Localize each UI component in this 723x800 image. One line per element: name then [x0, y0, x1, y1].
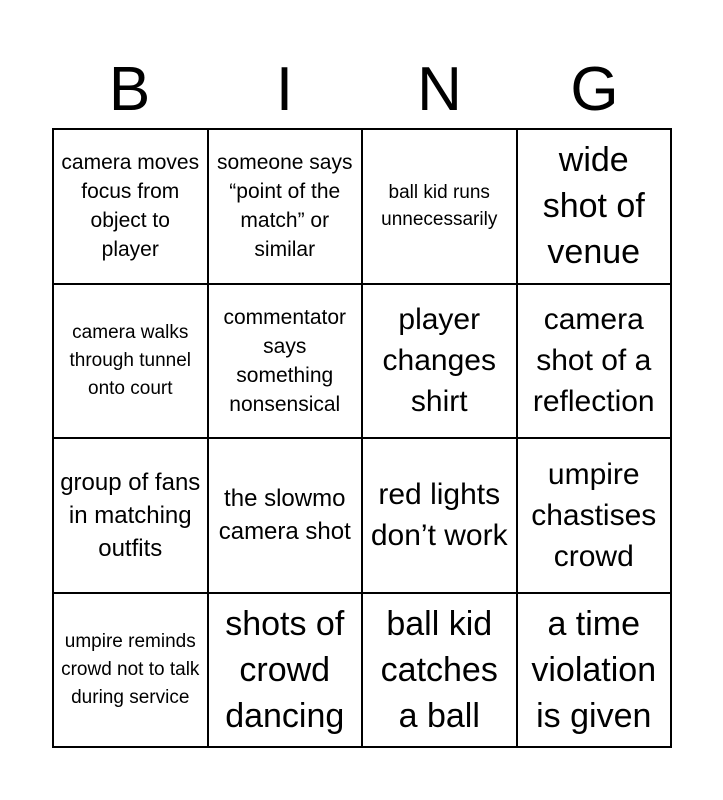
- bingo-cell[interactable]: [517, 593, 672, 748]
- header-letter-b: B: [108, 55, 151, 124]
- cell-text: the slowmo camera shot: [218, 485, 351, 546]
- cell-text: red lights don’t work: [370, 478, 508, 553]
- cell-text: commentator says something nonsensical: [223, 305, 347, 416]
- cell-text: group of fans in matching outfits: [60, 468, 201, 562]
- header-letter-g: G: [570, 55, 619, 124]
- bingo-cell[interactable]: [362, 593, 517, 748]
- cell-text: umpire chastises crowd: [531, 457, 657, 573]
- bingo-cell[interactable]: [362, 129, 517, 284]
- bingo-cell[interactable]: [53, 593, 208, 748]
- bingo-header: [52, 52, 672, 128]
- cell-text: camera shot of a reflection: [532, 303, 655, 419]
- bingo-cell[interactable]: [208, 284, 363, 439]
- cell-text: ball kid runs unnecessarily: [381, 182, 498, 231]
- cell-text: someone says “point of the match” or similar: [217, 151, 353, 262]
- header-letter-n: N: [417, 55, 462, 124]
- cell-text: player changes shirt: [382, 303, 496, 419]
- bingo-cell[interactable]: [208, 438, 363, 593]
- cell-text: a time violation is given: [531, 604, 657, 735]
- bingo-cell[interactable]: [362, 438, 517, 593]
- header-letter-i: I: [275, 55, 294, 124]
- bingo-cell[interactable]: [517, 438, 672, 593]
- bingo-cell[interactable]: [517, 284, 672, 439]
- cell-text: camera walks through tunnel onto court: [69, 321, 191, 399]
- cell-text: ball kid catches a ball: [380, 604, 498, 735]
- cell-text: wide shot of venue: [542, 141, 645, 272]
- cell-text: camera moves focus from object to player: [61, 151, 200, 262]
- cell-text: umpire reminds crowd not to talk during service: [61, 630, 200, 708]
- bingo-cell[interactable]: [53, 438, 208, 593]
- bingo-cell[interactable]: [53, 284, 208, 439]
- bingo-cell[interactable]: [53, 129, 208, 284]
- bingo-grid: [52, 128, 672, 748]
- bingo-cell[interactable]: [208, 593, 363, 748]
- cell-text: shots of crowd dancing: [225, 604, 345, 735]
- bingo-cell[interactable]: [208, 129, 363, 284]
- bingo-cell[interactable]: [362, 284, 517, 439]
- bingo-cell[interactable]: [517, 129, 672, 284]
